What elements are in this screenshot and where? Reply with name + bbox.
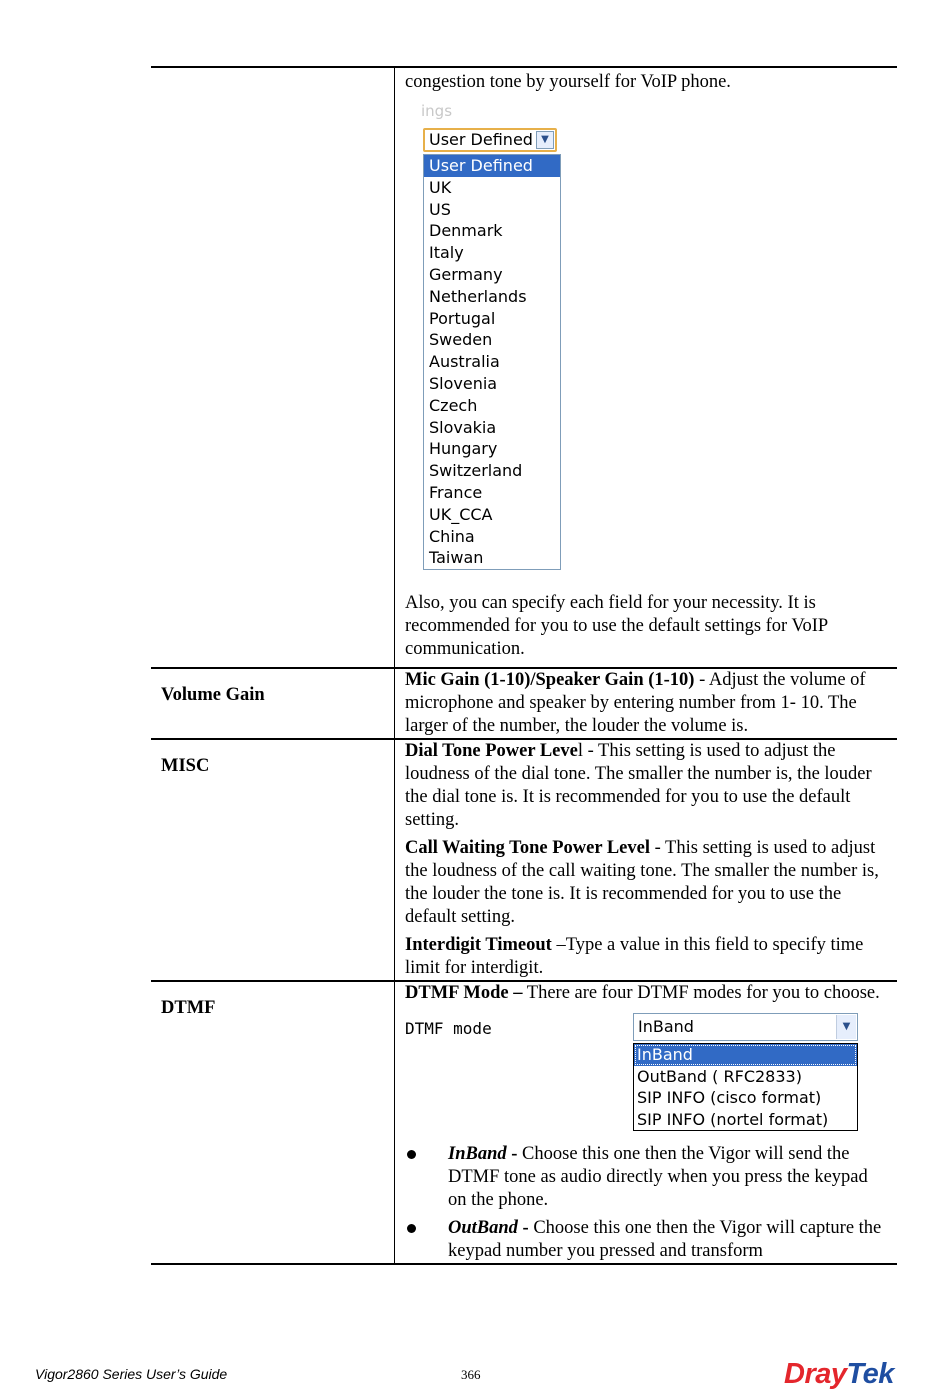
description-cell [395,67,898,668]
list-option[interactable]: UK_CCA [429,504,493,524]
list-item [405,1143,885,1212]
list-option[interactable]: Czech [429,395,478,415]
list-option[interactable]: Slovenia [429,373,498,393]
description-cell [395,668,898,739]
term-dtmf: DTMF [161,998,216,1018]
list-option[interactable]: Hungary [429,439,498,459]
table-row-misc [151,739,897,981]
dial-tone-description [405,740,885,832]
logo-part-1: Dray [784,1358,847,1390]
list-option[interactable]: Sweden [429,330,493,350]
separator: - [517,1218,534,1238]
list-item [405,1217,885,1263]
list-option[interactable]: US [429,199,451,219]
volume-gain-text: - Adjust the volume of microphone and speaker by entering number from 1- 10. The larger of the number, the louder the volume is. [405,670,866,736]
dtmf-option-list[interactable] [633,1043,858,1131]
dtmf-select-value: InBand [638,1017,694,1036]
term-cell-empty [151,67,395,668]
region-select-value: User Defined [429,130,533,149]
term-cell [151,739,395,981]
inband-title: InBand [448,1144,507,1164]
call-waiting-text: - This setting is used to adjust the loudness of the call waiting tone. The smaller the number is, the louder the tone is. It is recommended for you to use the default setting. [405,838,879,927]
list-option[interactable]: Taiwan [429,548,484,568]
table-row-dtmf [151,981,897,1264]
list-option[interactable]: OutBand ( RFC2833) [637,1066,802,1086]
description-cell [395,739,898,981]
list-option[interactable]: InBand [634,1044,857,1066]
term-cell [151,668,395,739]
region-select[interactable] [423,128,557,152]
intro-text: congestion tone by yourself for VoIP phone. [405,72,731,92]
logo-part-2: Tek [846,1358,894,1390]
list-option[interactable]: Portugal [429,308,496,328]
call-waiting-description [405,837,885,929]
dtmf-bold: DTMF Mode – [405,983,523,1003]
interdigit-bold: Interdigit Timeout [405,935,552,955]
dtmf-mode-screenshot [405,1013,885,1133]
list-option[interactable]: France [429,482,483,502]
draytek-logo [784,1358,894,1391]
inband-text: Choose this one then the Vigor will send the DTMF tone as audio directly when you press the keypad on the phone. [448,1144,868,1210]
content-table [151,66,897,1265]
bullet-icon [407,1150,416,1159]
list-option[interactable]: SIP INFO (nortel format) [637,1109,829,1129]
intro-followup-text: Also, you can specify each field for your necessity. It is recommended for you to use the default settings for VoIP communication. [405,593,828,659]
chevron-down-icon[interactable]: ▼ [536,131,554,149]
outband-text: Choose this one then the Vigor will capture the keypad number you pressed and transform [448,1218,882,1261]
footer-guide-title: Vigor2860 Series User’s Guide [35,1366,228,1382]
list-option[interactable]: Netherlands [429,286,527,306]
tone-settings-screenshot [413,100,588,580]
list-option[interactable]: Denmark [429,221,503,241]
list-option[interactable]: UK [429,177,452,197]
term-volume-gain: Volume Gain [161,685,265,705]
call-waiting-bold: Call Waiting Tone Power Level [405,838,650,858]
dtmf-description [405,982,885,1005]
dtmf-text: There are four DTMF modes for you to choose. [522,983,880,1003]
list-option[interactable]: Australia [429,352,500,372]
list-option[interactable]: Switzerland [429,461,523,481]
volume-gain-bold: Mic Gain (1-10)/Speaker Gain (1-10) [405,670,695,690]
separator: - [506,1144,523,1164]
list-option[interactable]: China [429,526,475,546]
interdigit-text: –Type a value in this field to specify time limit for interdigit. [405,935,864,978]
term-misc: MISC [161,756,210,776]
list-option[interactable]: Italy [429,243,464,263]
table-row-volume-gain [151,668,897,739]
dtmf-mode-label: DTMF mode [405,1019,492,1038]
dial-tone-text: l - This setting is used to adjust the loudness of the dial tone. The smaller the number is, the louder the dial tone is. It is recommended for you to use the default setting. [405,741,872,830]
outband-title: OutBand [448,1218,518,1238]
dtmf-bullet-list [405,1143,885,1263]
dial-tone-bold: Dial Tone Power Leve [405,741,578,761]
dtmf-mode-select[interactable] [633,1013,858,1041]
volume-gain-description [405,669,885,738]
list-option[interactable]: User Defined [424,155,560,177]
list-option[interactable]: Germany [429,264,503,284]
page-number: 366 [461,1367,481,1382]
term-cell [151,981,395,1264]
region-option-list[interactable] [423,154,561,570]
bullet-icon [407,1224,416,1233]
list-option[interactable]: SIP INFO (cisco format) [637,1088,822,1107]
table-row-intro [151,67,897,668]
list-option[interactable]: Slovakia [429,417,497,437]
interdigit-description [405,934,885,980]
ghost-text: ings [421,102,453,120]
chevron-down-icon[interactable]: ▼ [836,1015,856,1039]
description-cell [395,981,898,1264]
